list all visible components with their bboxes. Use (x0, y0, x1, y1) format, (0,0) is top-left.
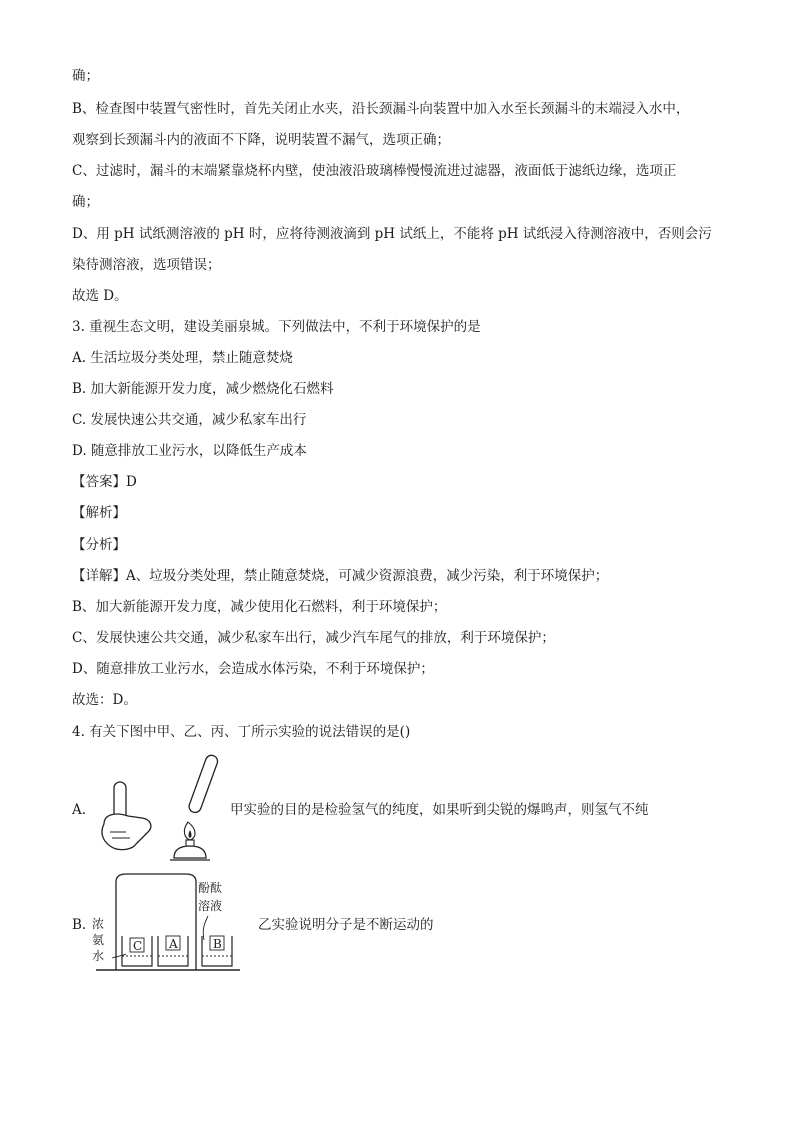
text-line: 【详解】A、垃圾分类处理，禁止随意焚烧，可减少资源浪费，减少污染，利于环境保护； (72, 568, 609, 584)
text-line: C、发展快速公共交通，减少私家车出行，减少汽车尾气的排放，利于环境保护； (72, 630, 555, 646)
question-4-stem: 4. 有关下图中甲、乙、丙、丁所示实验的说法错误的是() (72, 724, 411, 740)
ammonia-label-3: 水 (92, 949, 105, 963)
text-line: B、检查图中装置气密性时，首先关闭止水夹，沿长颈漏斗向装置中加入水至长颈漏斗的末端浸入水中， (72, 101, 690, 117)
molecular-motion-experiment-illustration (90, 870, 250, 976)
hydrogen-purity-test-illustration (96, 752, 220, 864)
question-4-option-b-text: 乙实验说明分子是不断运动的 (258, 917, 434, 933)
phenolphthalein-label: 酚酞 (198, 881, 223, 895)
beaker-c-label: C (133, 939, 143, 953)
question-3-stem: 3. 重视生态文明，建设美丽泉城。下列做法中，不利于环境保护的是 (72, 319, 481, 335)
question-4-option-a-label: A. (72, 802, 87, 818)
beaker-a-label: A (169, 937, 178, 951)
analysis-heading: 【解析】 (72, 505, 126, 521)
question-3-option-d: D. 随意排放工业污水，以降低生产成本 (72, 443, 307, 459)
phenolphthalein-solution-label: 溶液 (198, 899, 223, 913)
ammonia-label-1: 浓 (92, 917, 105, 931)
beaker-b-label: B (213, 937, 222, 951)
text-line: 确； (72, 68, 99, 84)
text-line: 确； (72, 194, 99, 210)
text-line: 观察到长颈漏斗内的液面不下降，说明装置不漏气，选项正确； (72, 132, 450, 148)
question-3-option-a: A. 生活垃圾分类处理，禁止随意焚烧 (72, 350, 293, 366)
text-line: B、加大新能源开发力度，减少使用化石燃料，利于环境保护； (72, 599, 447, 615)
question-3-option-c: C. 发展快速公共交通，减少私家车出行 (72, 412, 307, 428)
question-4-option-b-label: B. (72, 917, 87, 933)
text-line: 故选 D。 (72, 288, 128, 304)
answer-heading: 【答案】D (72, 474, 137, 490)
text-line: 故选：D。 (72, 692, 137, 708)
question-4-option-a-text: 甲实验的目的是检验氢气的纯度，如果听到尖锐的爆鸣声，则氢气不纯 (230, 802, 649, 818)
text-line: D、随意排放工业污水，会造成水体污染，不利于环境保护； (72, 661, 434, 677)
ammonia-label-2: 氨 (92, 933, 105, 947)
breakdown-heading: 【分析】 (72, 537, 126, 553)
text-line: 染待测溶液，选项错误； (72, 257, 221, 273)
text-line: D、用 pH 试纸测溶液的 pH 时，应将待测液滴到 pH 试纸上，不能将 pH 试纸浸入待测溶液中，否则会污 (72, 226, 712, 242)
text-line: C、过滤时，漏斗的末端紧靠烧杯内壁，使浊液沿玻璃棒慢慢流进过滤器，液面低于滤纸边缘，选项正 (72, 163, 677, 179)
question-3-option-b: B. 加大新能源开发力度，减少燃烧化石燃料 (72, 381, 334, 397)
